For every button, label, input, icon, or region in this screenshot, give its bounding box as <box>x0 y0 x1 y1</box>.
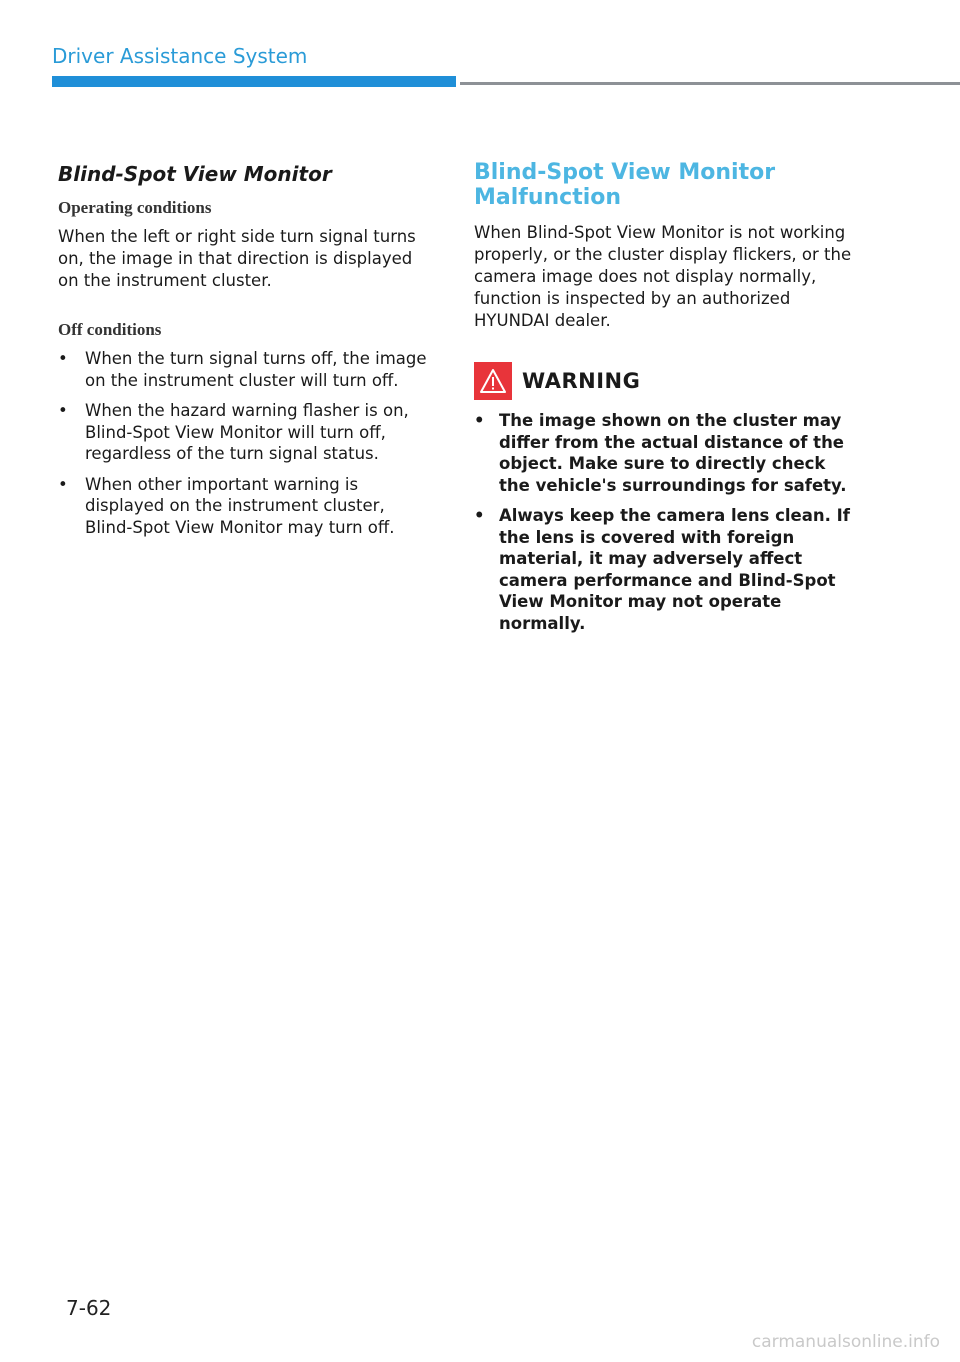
list-item: • The image shown on the cluster may differ from the actual distance of the object. Make sure to directly check the vehicle's surroundings for safety. <box>474 410 860 496</box>
warning-header <box>474 362 860 400</box>
operating-conditions-heading: Operating conditions <box>58 198 212 217</box>
warning-list <box>474 410 860 634</box>
list-item: • When other important warning is displayed on the instrument cluster, Blind-Spot View Monitor may turn off. <box>58 474 434 539</box>
list-item: • When the hazard warning flasher is on, Blind-Spot View Monitor will turn off, regardless of the turn signal status. <box>58 400 434 465</box>
malfunction-title: Blind-Spot View Monitor Malfunction <box>474 160 776 210</box>
left-column <box>58 160 434 547</box>
operating-conditions-text: When the left or right side turn signal turns on, the image in that direction is displayed on the instrument cluster. <box>58 227 416 290</box>
list-item: • When the turn signal turns off, the image on the instrument cluster will turn off. <box>58 348 434 391</box>
watermark: carmanualsonline.info <box>751 1332 940 1352</box>
right-column <box>474 160 860 643</box>
section-header-title: Driver Assistance System <box>52 44 308 68</box>
off-conditions-heading: Off conditions <box>58 320 162 339</box>
warning-label: WARNING <box>522 369 641 393</box>
page-number: 7-62 <box>66 1296 112 1320</box>
off-conditions-list <box>58 348 434 538</box>
header-divider-line <box>460 82 960 85</box>
malfunction-text: When Blind-Spot View Monitor is not working properly, or the cluster display flickers, or the camera image does not display normally, function is inspected by an authorized HYUNDAI dealer. <box>474 223 852 330</box>
header-accent-bar <box>52 76 456 87</box>
bsvm-title: Blind-Spot View Monitor <box>58 162 332 186</box>
warning-triangle-icon <box>474 362 512 400</box>
list-item: • Always keep the camera lens clean. If the lens is covered with foreign material, it may adversely affect camera performance and Blind-Spot View Monitor may not operate normally. <box>474 505 860 634</box>
